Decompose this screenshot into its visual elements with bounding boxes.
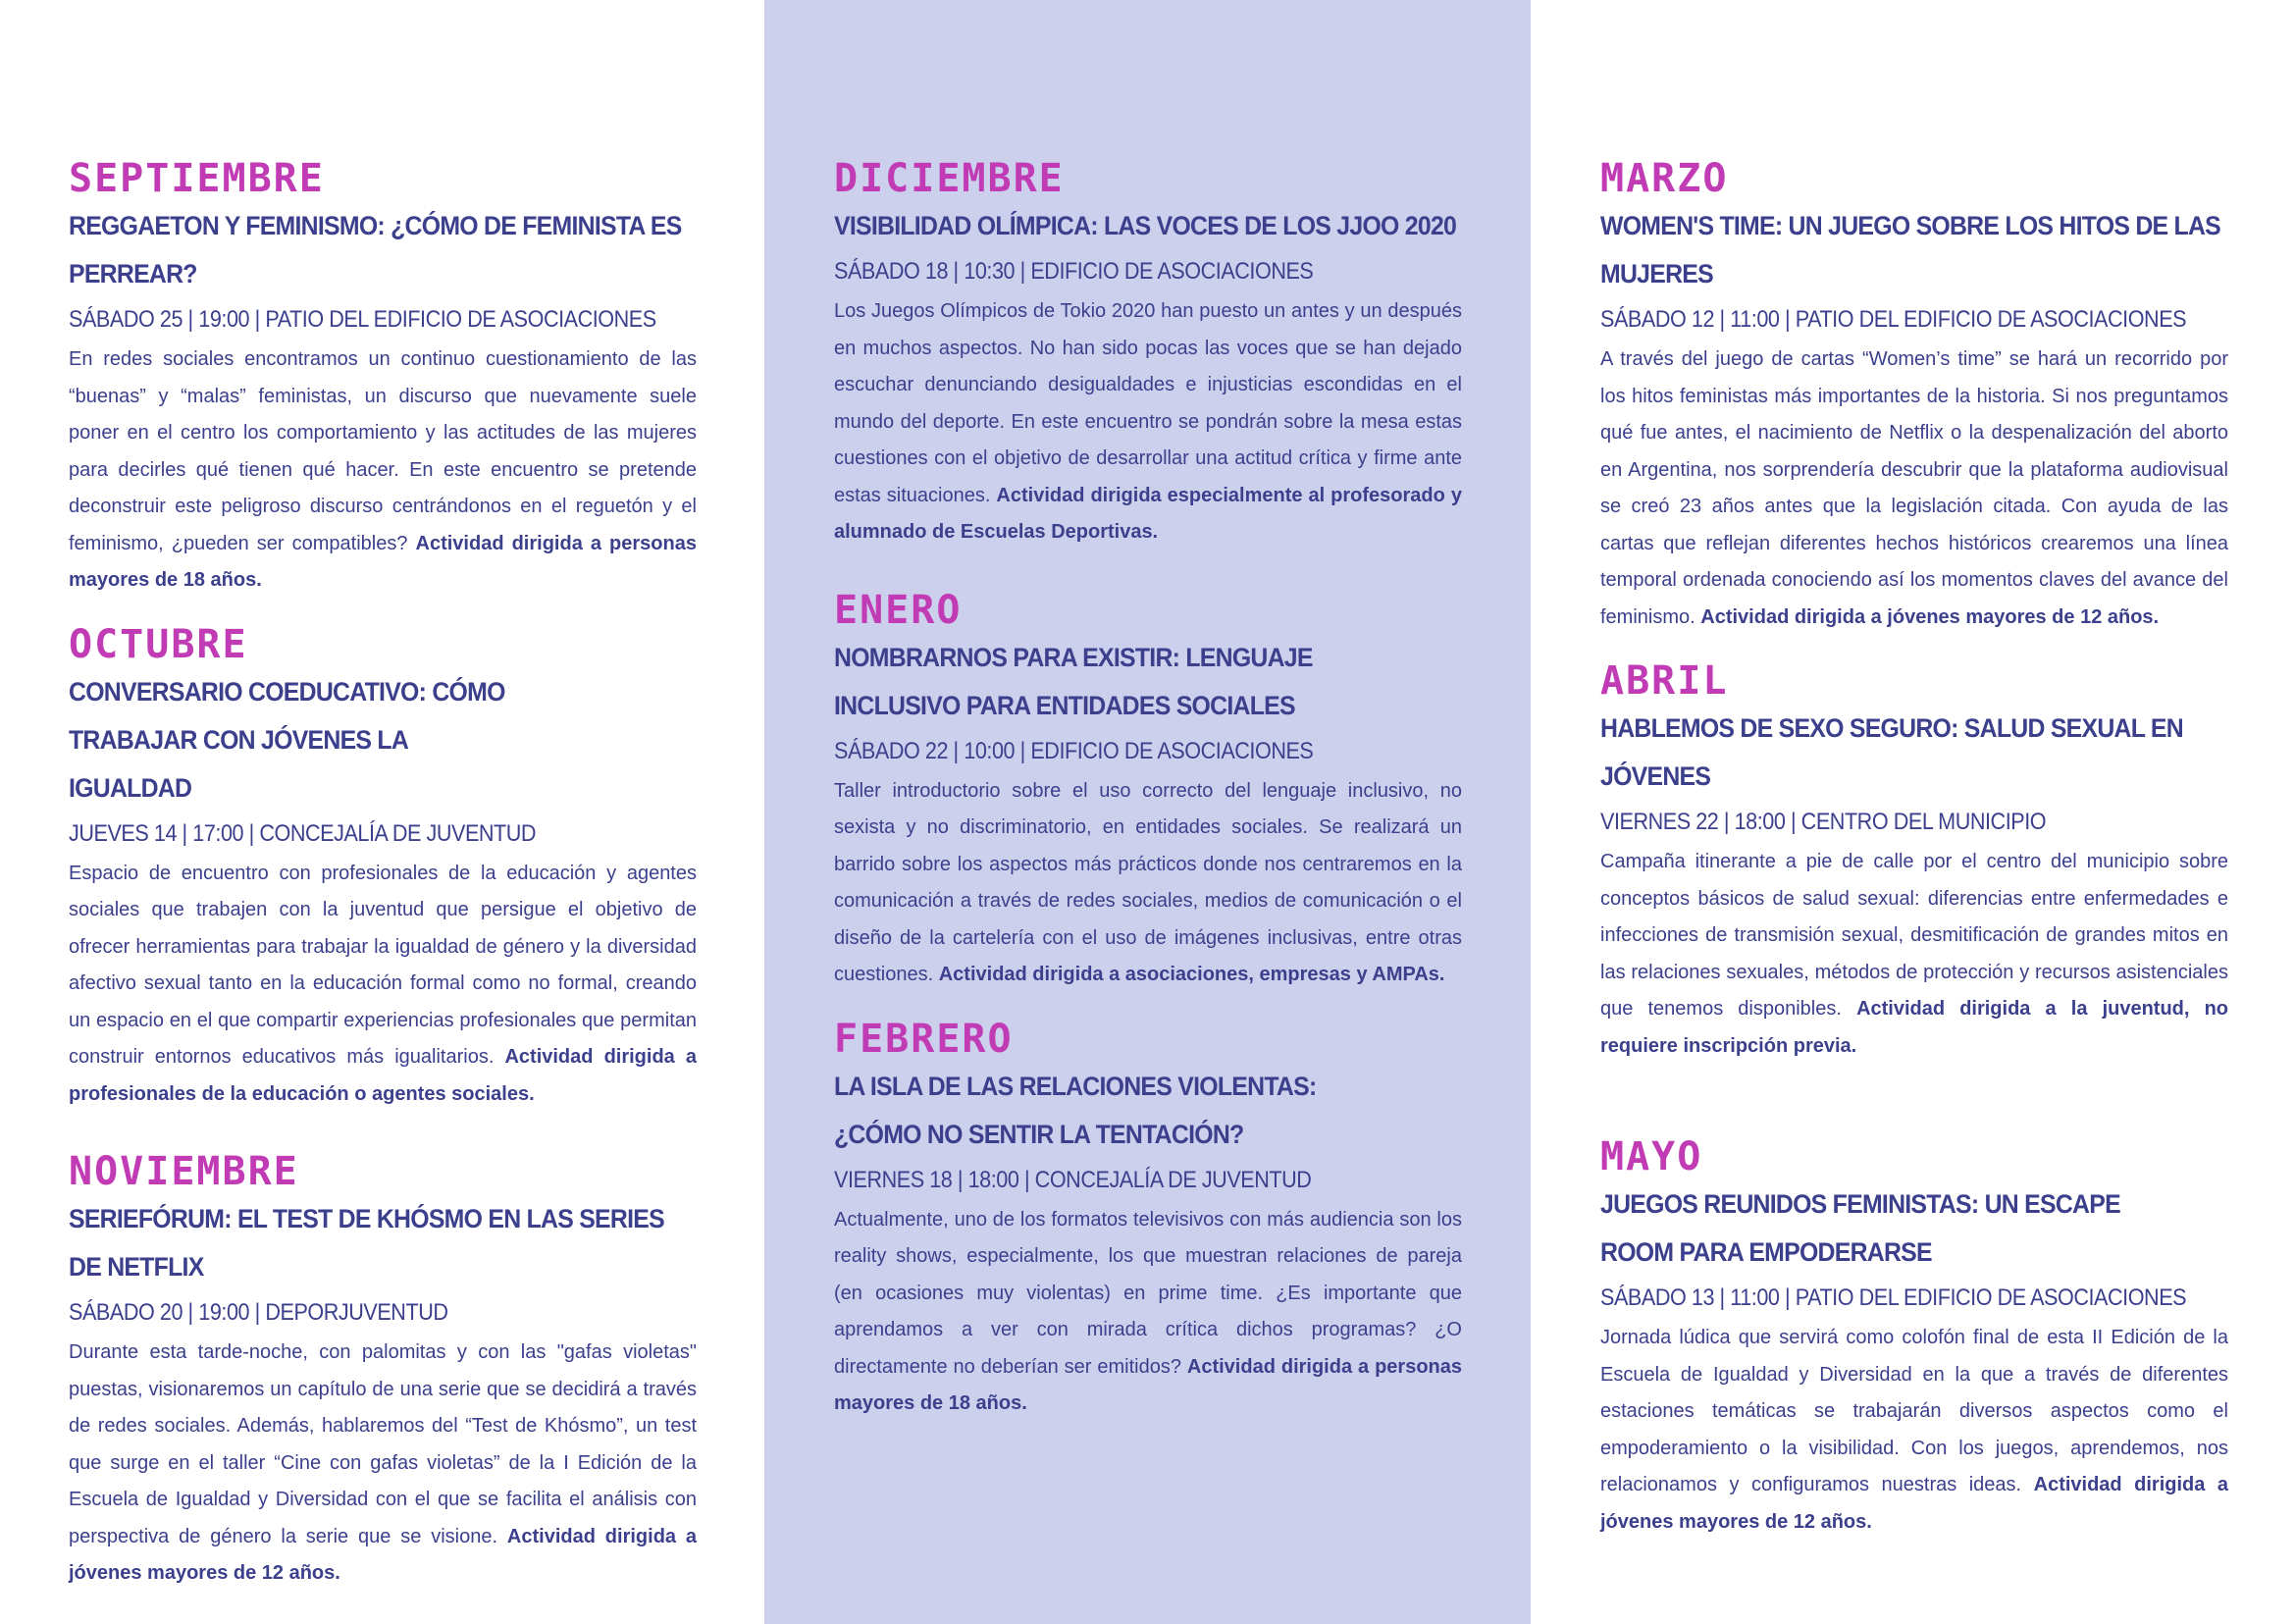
event-description (834, 293, 1462, 551)
target-audience: Actividad dirigida a asociaciones, empresas y AMPAs. (938, 964, 1445, 985)
event-title: HABLEMOS DE SEXO SEGURO: SALUD SEXUAL EN JÓVENES (1600, 713, 2183, 791)
event-description (1600, 341, 2228, 636)
target-audience: Actividad dirigida a jóvenes mayores de 12 años. (1700, 605, 2160, 628)
target-audience: Actividad dirigida especialmente al profesorado y alumnado de Escuelas Deportivas. (834, 484, 1462, 543)
event-date-place: SÁBADO 20 | 19:00 | DEPORJUVENTUD (69, 1299, 448, 1326)
events-column-2 (834, 155, 1462, 1423)
month-heading: ABRIL (1600, 658, 1729, 704)
target-audience: Actividad dirigida a jóvenes mayores de 12 años. (69, 1525, 698, 1584)
panel-left (0, 0, 764, 1624)
description-text: En redes sociales encontramos un continuo cuestionamiento de las “buenas” y “malas” feministas, un discurso que nuevamente suele poner en el centro los comportamiento y las actitudes de las mujeres para decirles qué tienen qué hacer. En este encuentro se pretende deconstruir este peligroso discurso centrándonos en el reguetón y el feminismo, ¿pueden ser compatibles? (69, 348, 697, 554)
target-audience: Actividad dirigida a personas mayores de 18 años. (834, 1355, 1462, 1414)
event-enero (834, 587, 1462, 994)
description-text: Espacio de encuentro con profesionales de la educación y agentes sociales que trabajen con la juventud que persigue el objetivo de ofrecer herramientas para trabajar la igualdad de género y la diversidad afectivo sexual tanto en la educación formal como no formal, creando un espacio en el que compartir experiencias profesionales que permitan construir entornos educativos más igualitarios. (69, 862, 697, 1068)
event-title: CONVERSARIO COEDUCATIVO: CÓMO TRABAJAR CON JÓVENES LA IGUALDAD (69, 676, 505, 803)
description-text: Actualmente, uno de los formatos televisivos con más audiencia son los reality shows, especialmente, los que muestran relaciones de pareja (en ocasiones muy violentas) en prime time. ¿Es importante que aprendamos a ver con mirada crítica dichos programas? ¿O directamente no deberían ser emitidos? (834, 1208, 1462, 1378)
event-description (69, 341, 697, 600)
description-text: Taller introductorio sobre el uso correcto del lenguaje inclusivo, no sexista y no discriminatorio, en entidades sociales. Se realizará un barrido sobre los aspectos más prácticos donde nos centraremos en la comunicación a través de redes sociales, medios de comunicación o el diseño de la cartelería con el uso de imágenes inclusivas, entre otras cuestiones. (834, 779, 1462, 985)
events-column-3 (1600, 155, 2228, 1541)
month-heading: NOVIEMBRE (69, 1149, 299, 1194)
target-audience: Actividad dirigida a jóvenes mayores de 12 años. (1600, 1474, 2229, 1533)
month-heading: MAYO (1600, 1134, 1703, 1179)
event-date-place: SÁBADO 18 | 10:30 | EDIFICIO DE ASOCIACIONES (834, 258, 1314, 285)
month-heading: FEBRERO (834, 1016, 1014, 1062)
target-audience: Actividad dirigida a profesionales de la educación o agentes sociales. (69, 1046, 697, 1105)
event-abril (1600, 657, 2228, 1065)
panel-center (764, 0, 1531, 1624)
event-mayo (1600, 1133, 2228, 1541)
description-text: Campaña itinerante a pie de calle por el centro del municipio sobre conceptos básicos de salud sexual: diferencias entre enfermedades e infecciones de transmisión sexual, desmitificación de grandes mitos en las relaciones sexuales, métodos de protección y recursos asistenciales que tenemos disponibles. (1600, 851, 2228, 1020)
event-diciembre (834, 155, 1462, 551)
month-heading: MARZO (1600, 156, 1729, 201)
event-date-place: VIERNES 22 | 18:00 | CENTRO DEL MUNICIPIO (1600, 809, 2047, 835)
event-date-place: JUEVES 14 | 17:00 | CONCEJALÍA DE JUVENTUD (69, 819, 537, 847)
description-text: Durante esta tarde-noche, con palomitas y con las "gafas violetas" puestas, visionaremos un capítulo de una serie que se decidirá a través de redes sociales. Además, hablaremos del “Test de Khósmo”, un test que surge en el taller “Cine con gafas violetas” de la I Edición de la Escuela de Igualdad y Diversidad con el que se facilita el análisis con perspectiva de género la serie que se visione. (69, 1341, 697, 1547)
event-noviembre (69, 1148, 697, 1593)
event-title: WOMEN'S TIME: UN JUEGO SOBRE LOS HITOS DE LAS MUJERES (1600, 211, 2221, 288)
description-text: A través del juego de cartas “Women’s time” se hará un recorrido por los hitos feministas más importantes de la historia. Si nos preguntamos qué fue antes, el nacimiento de Netflix o la despenalización del aborto en Argentina, nos sorprendería descubrir que la plataforma audiovisual se creó 23 años antes que la legislación citada. Con ayuda de las cartas que reflejan diferentes hechos históricos crearemos una línea temporal ordenada conociendo así los momentos claves del avance del feminismo. (1600, 348, 2228, 628)
target-audience: Actividad dirigida a personas mayores de 18 años. (69, 532, 697, 591)
description-text: Los Juegos Olímpicos de Tokio 2020 han puesto un antes y un después en muchos aspectos. No han sido pocas las voces que se han dejado escuchar denunciando desigualdades e injusticias escondidas en el mundo del deporte. En este encuentro se pondrán sobre la mesa estas cuestiones con el objetivo de desarrollar una actitud crítica y firme ante estas situaciones. (834, 300, 1462, 506)
events-column-1 (69, 155, 697, 1593)
event-title: NOMBRARNOS PARA EXISTIR: LENGUAJE INCLUSIVO PARA ENTIDADES SOCIALES (834, 642, 1313, 720)
event-date-place: SÁBADO 12 | 11:00 | PATIO DEL EDIFICIO DE ASOCIACIONES (1600, 306, 2187, 333)
event-title: VISIBILIDAD OLÍMPICA: LAS VOCES DE LOS JJOO 2020 (834, 211, 1457, 240)
month-heading: DICIEMBRE (834, 156, 1065, 201)
event-description (1600, 844, 2228, 1065)
event-date-place: VIERNES 18 | 18:00 | CONCEJALÍA DE JUVENTUD (834, 1166, 1312, 1193)
month-heading: SEPTIEMBRE (69, 156, 325, 201)
event-title: REGGAETON Y FEMINISMO: ¿CÓMO DE FEMINISTA ES PERREAR? (69, 211, 682, 288)
panel-right (1531, 0, 2295, 1624)
event-date-place: SÁBADO 25 | 19:00 | PATIO DEL EDIFICIO DE ASOCIACIONES (69, 306, 656, 333)
target-audience: Actividad dirigida a la juventud, no requiere inscripción previa. (1600, 998, 2228, 1057)
event-date-place: SÁBADO 13 | 11:00 | PATIO DEL EDIFICIO DE ASOCIACIONES (1600, 1284, 2187, 1311)
event-description (834, 1202, 1462, 1423)
event-febrero (834, 1016, 1462, 1423)
event-description (1600, 1320, 2228, 1541)
event-octubre (69, 621, 697, 1114)
month-heading: OCTUBRE (69, 621, 248, 667)
event-description (69, 856, 697, 1114)
month-heading: ENERO (834, 587, 963, 633)
event-description (834, 773, 1462, 994)
event-septiembre (69, 155, 697, 600)
event-title: LA ISLA DE LAS RELACIONES VIOLENTAS: ¿CÓMO NO SENTIR LA TENTACIÓN? (834, 1071, 1317, 1149)
event-marzo (1600, 155, 2228, 636)
event-date-place: SÁBADO 22 | 10:00 | EDIFICIO DE ASOCIACIONES (834, 737, 1314, 764)
event-title: SERIEFÓRUM: EL TEST DE KHÓSMO EN LAS SERIES DE NETFLIX (69, 1204, 664, 1282)
description-text: Jornada lúdica que servirá como colofón final de esta II Edición de la Escuela de Igualdad y Diversidad en la que a través de diferentes estaciones temáticas se trabajarán diversos aspectos como el empoderamiento o la visibilidad. Con los juegos, aprendemos, nos relacionamos y configuramos nuestras ideas. (1600, 1327, 2228, 1495)
event-description (69, 1335, 697, 1593)
event-title: JUEGOS REUNIDOS FEMINISTAS: UN ESCAPE ROOM PARA EMPODERARSE (1600, 1189, 2120, 1267)
